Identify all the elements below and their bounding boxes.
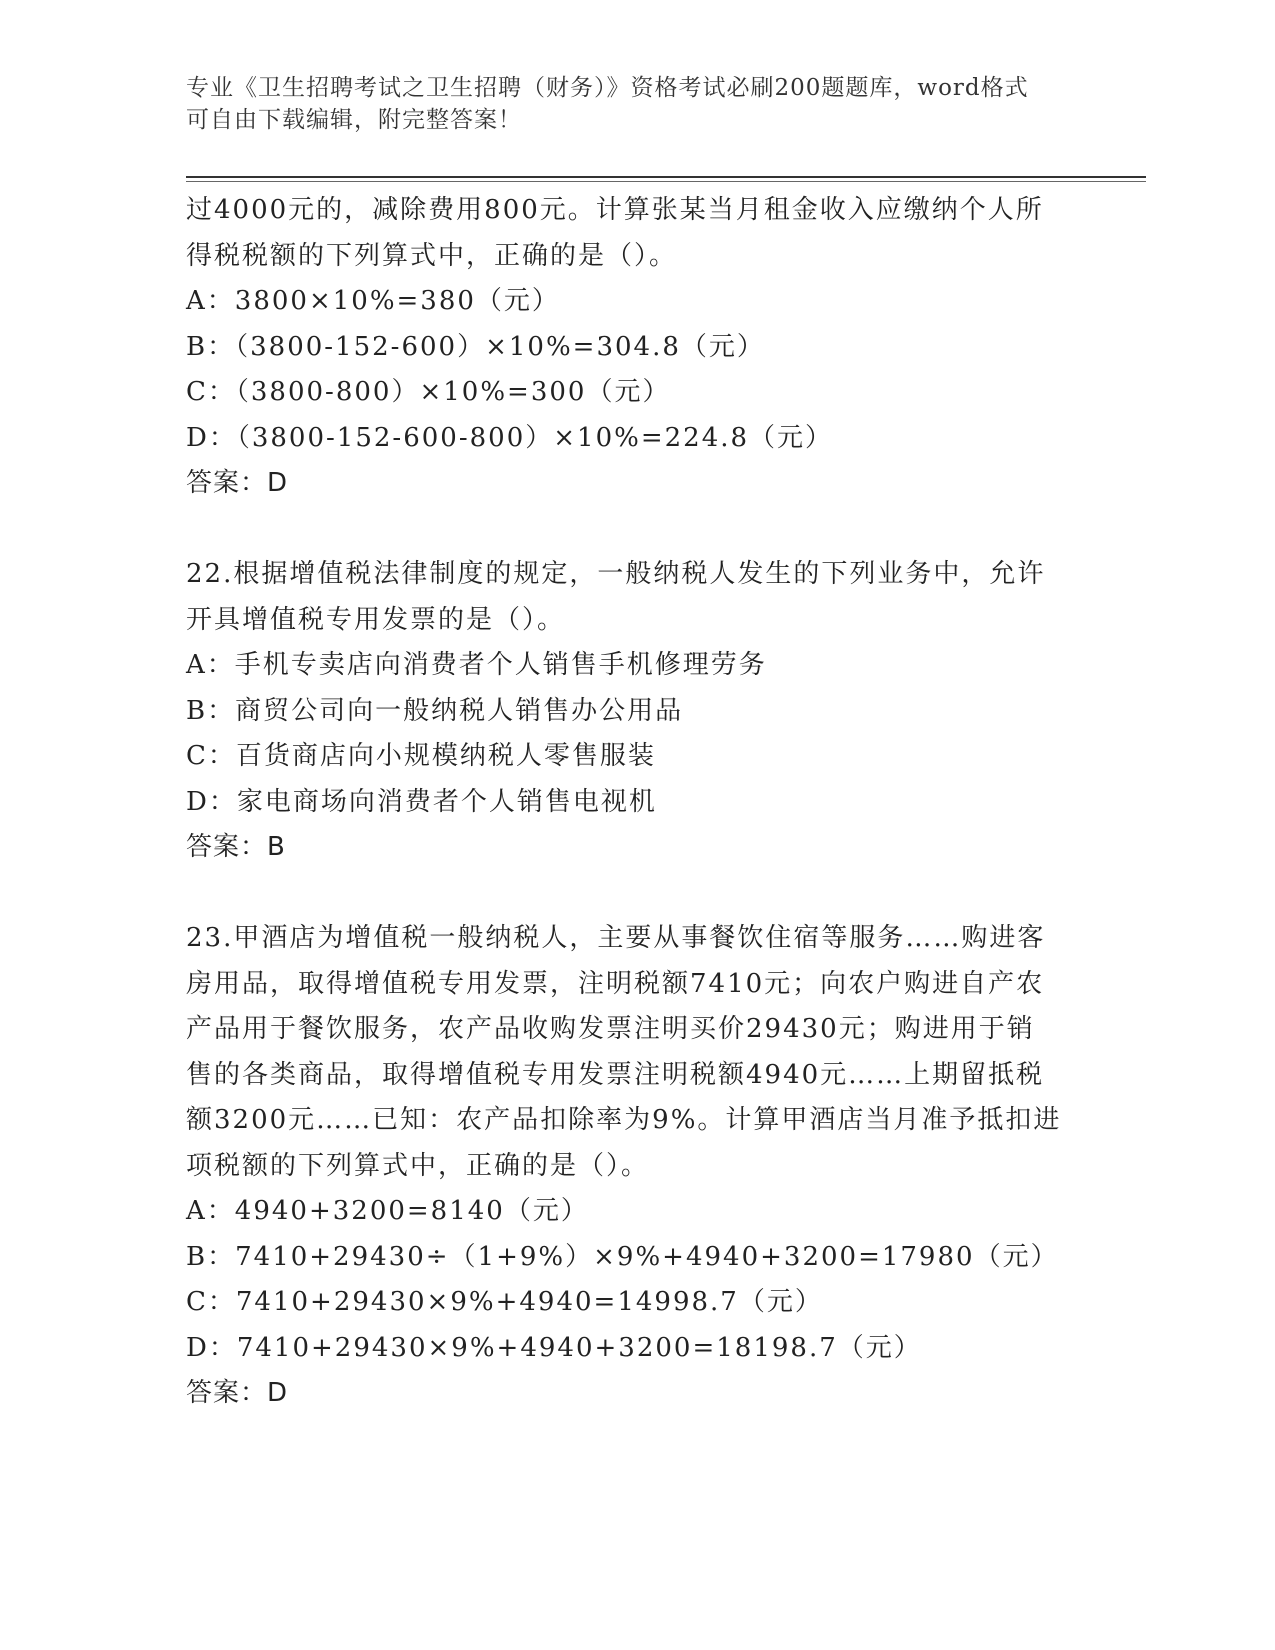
question-21 bbox=[186, 188, 1086, 507]
question-text-line: 售的各类商品，取得增值税专用发票注明税额4940元……上期留抵税 bbox=[186, 1059, 1045, 1090]
header-divider-thick bbox=[186, 176, 1146, 178]
header-line-1: 专业《卫生招聘考试之卫生招聘（财务）》资格考试必刷200题题库，word格式 bbox=[186, 75, 1029, 101]
question-text-line: 房用品，取得增值税专用发票，注明税额7410元；向农户购进自产农 bbox=[186, 968, 1045, 999]
header-line-2: 可自由下载编辑，附完整答案！ bbox=[186, 107, 522, 133]
question-text-line: 项税额的下列算式中，正确的是（）。 bbox=[186, 1150, 650, 1181]
option-c: C：百货商店向小规模纳税人零售服装 bbox=[186, 741, 656, 771]
option-d: D：7410+29430×9%+4940+3200=18198.7（元） bbox=[186, 1332, 922, 1363]
option-b: B：7410+29430÷（1+9%）×9%+4940+3200=17980（元） bbox=[186, 1241, 1059, 1272]
question-22 bbox=[186, 552, 1086, 871]
answer-line: 答案：D bbox=[186, 1378, 289, 1408]
option-d: D：家电商场向消费者个人销售电视机 bbox=[186, 786, 657, 817]
question-text-line: 过4000元的，减除费用800元。计算张某当月租金收入应缴纳个人所 bbox=[186, 195, 1044, 225]
answer-line: 答案：B bbox=[186, 832, 286, 862]
question-text-line: 得税税额的下列算式中，正确的是（）。 bbox=[186, 240, 678, 271]
question-text-line: 额3200元……已知：农产品扣除率为9%。计算甲酒店当月准予抵扣进 bbox=[186, 1105, 1062, 1135]
question-spacer bbox=[186, 871, 1086, 917]
document-header bbox=[186, 72, 1086, 136]
question-text-line: 23.甲酒店为增值税一般纳税人，主要从事餐饮住宿等服务……购进客 bbox=[186, 923, 1046, 953]
question-spacer bbox=[186, 507, 1086, 553]
question-23 bbox=[186, 916, 1086, 1417]
question-text-line: 产品用于餐饮服务，农产品收购发票注明买价29430元；购进用于销 bbox=[186, 1014, 1035, 1044]
answer-line: 答案：D bbox=[186, 468, 289, 498]
question-text-line: 22.根据增值税法律制度的规定，一般纳税人发生的下列业务中，允许 bbox=[186, 559, 1046, 589]
document-body bbox=[186, 188, 1086, 1417]
option-b: B：商贸公司向一般纳税人销售办公用品 bbox=[186, 695, 684, 726]
option-c: C：7410+29430×9%+4940=14998.7（元） bbox=[186, 1287, 823, 1317]
question-text-line: 开具增值税专用发票的是（）。 bbox=[186, 604, 566, 635]
option-a: A：4940+3200=8140（元） bbox=[186, 1196, 589, 1226]
option-d: D：（3800-152-600-800）×10%=224.8（元） bbox=[186, 422, 834, 453]
option-a: A：3800×10%=380（元） bbox=[186, 286, 560, 316]
option-a: A：手机专卖店向消费者个人销售手机修理劳务 bbox=[186, 650, 767, 680]
option-b: B：（3800-152-600）×10%=304.8（元） bbox=[186, 331, 765, 362]
header-divider-thin bbox=[186, 181, 1146, 182]
option-c: C：（3800-800）×10%=300（元） bbox=[186, 377, 671, 407]
